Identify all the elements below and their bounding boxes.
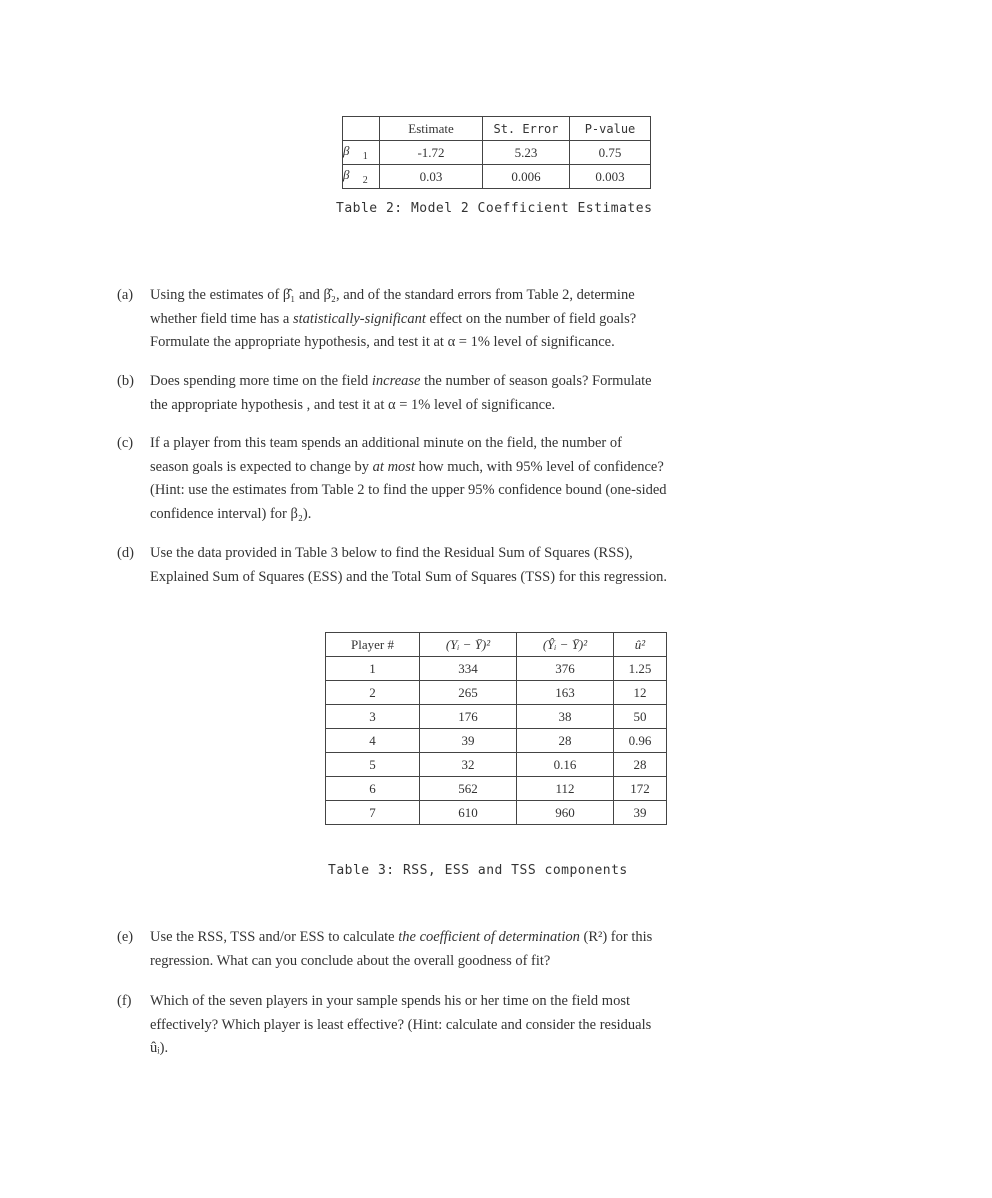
table-header-cell: St. Error — [483, 117, 570, 141]
table-row — [343, 141, 651, 165]
table-row — [326, 705, 667, 729]
question-label: (c) — [117, 435, 134, 451]
table-header-cell: (Yᵢ − Ȳ)² — [420, 633, 517, 657]
table-cell: 176 — [420, 705, 517, 729]
table-cell: 3 — [326, 705, 420, 729]
table-header-row — [326, 633, 667, 657]
table-cell: 163 — [517, 681, 614, 705]
table-row — [326, 657, 667, 681]
question-text: Does spending more time on the field increase the number of season goals? Formulate — [150, 373, 652, 389]
estimate-cell: 0.03 — [380, 165, 483, 189]
table-row — [326, 681, 667, 705]
question-text: whether field time has a statistically-significant effect on the number of field goals? — [150, 310, 637, 327]
sum-of-squares-table — [325, 632, 667, 825]
question-text: (Hint: use the estimates from Table 2 to find the upper 95% confidence bound (one-sided — [150, 482, 667, 498]
table-cell: 38 — [517, 705, 614, 729]
table-cell: 0.96 — [614, 729, 667, 753]
question-text: confidence interval) for β₂). — [150, 505, 312, 522]
table-row — [326, 801, 667, 825]
question-c — [117, 432, 887, 526]
table-cell: 32 — [420, 753, 517, 777]
question-text: the appropriate hypothesis , and test it at α = 1% level of significance. — [150, 396, 556, 413]
question-text: season goals is expected to change by at most how much, with 95% level of confidence? — [150, 458, 664, 475]
table-cell: 7 — [326, 801, 420, 825]
question-label: (d) — [117, 545, 134, 561]
question-label: (e) — [117, 929, 134, 945]
table-cell: 5 — [326, 753, 420, 777]
p-value-cell: 0.75 — [570, 141, 651, 165]
param-subscript: 1 — [362, 151, 368, 162]
question-a — [117, 284, 887, 355]
table-header-cell: Player # — [326, 633, 420, 657]
table-header-cell — [343, 117, 380, 141]
table-cell: 112 — [517, 777, 614, 801]
param-symbol: β — [343, 143, 350, 158]
table-cell: 376 — [517, 657, 614, 681]
table-cell: 265 — [420, 681, 517, 705]
question-text: Use the data provided in Table 3 below to find the Residual Sum of Squares (RSS), — [150, 545, 633, 561]
st-error-cell: 0.006 — [483, 165, 570, 189]
question-text: Using the estimates of β̂₁ and β̂₂, and of the standard errors from Table 2, determine — [150, 287, 635, 303]
table-cell: 1 — [326, 657, 420, 681]
param-cell — [343, 141, 380, 165]
table-2-caption: Table 2: Model 2 Coefficient Estimates — [336, 201, 653, 216]
estimate-cell: -1.72 — [380, 141, 483, 165]
table-cell: 2 — [326, 681, 420, 705]
question-e — [117, 926, 887, 973]
table-cell: 562 — [420, 777, 517, 801]
question-f — [117, 990, 887, 1061]
table-cell: 28 — [614, 753, 667, 777]
table-cell: 39 — [420, 729, 517, 753]
table-row — [326, 729, 667, 753]
table-row — [326, 777, 667, 801]
table-header-cell: û² — [614, 633, 667, 657]
table-cell: 39 — [614, 801, 667, 825]
table-cell: 334 — [420, 657, 517, 681]
table-row — [326, 753, 667, 777]
table-cell: 28 — [517, 729, 614, 753]
param-cell — [343, 165, 380, 189]
question-text: Which of the seven players in your sample spends his or her time on the field most — [150, 993, 631, 1009]
table-cell: 960 — [517, 801, 614, 825]
question-label: (b) — [117, 373, 134, 389]
question-d — [117, 542, 887, 589]
table-cell: 6 — [326, 777, 420, 801]
table-cell: 1.25 — [614, 657, 667, 681]
table-header-cell: P-value — [570, 117, 651, 141]
question-label: (f) — [117, 993, 132, 1009]
question-text: If a player from this team spends an additional minute on the field, the number of — [150, 435, 622, 451]
question-text: Formulate the appropriate hypothesis, and test it at α = 1% level of significance. — [150, 334, 615, 350]
table-cell: 4 — [326, 729, 420, 753]
question-text: Explained Sum of Squares (ESS) and the Total Sum of Squares (TSS) for this regression. — [150, 568, 668, 585]
question-b — [117, 370, 887, 417]
table-3-caption: Table 3: RSS, ESS and TSS components — [328, 863, 628, 878]
table-cell: 172 — [614, 777, 667, 801]
question-text: Use the RSS, TSS and/or ESS to calculate the coefficient of determination (R²) for this — [150, 929, 653, 945]
table-header-row — [343, 117, 651, 141]
question-label: (a) — [117, 287, 134, 303]
table-cell: 12 — [614, 681, 667, 705]
question-text: regression. What can you conclude about the overall goodness of fit? — [150, 952, 551, 969]
table-row — [343, 165, 651, 189]
question-text: ûᵢ). — [150, 1040, 169, 1056]
question-text: effectively? Which player is least effective? (Hint: calculate and consider the residuals — [150, 1016, 652, 1033]
coefficient-table — [342, 116, 651, 189]
table-cell: 610 — [420, 801, 517, 825]
st-error-cell: 5.23 — [483, 141, 570, 165]
table-cell: 0.16 — [517, 753, 614, 777]
table-header-cell: (Ŷᵢ − Ȳ)² — [517, 633, 614, 657]
table-cell: 50 — [614, 705, 667, 729]
param-symbol: β — [343, 167, 350, 182]
p-value-cell: 0.003 — [570, 165, 651, 189]
param-subscript: 2 — [362, 175, 368, 186]
table-header-cell: Estimate — [380, 117, 483, 141]
